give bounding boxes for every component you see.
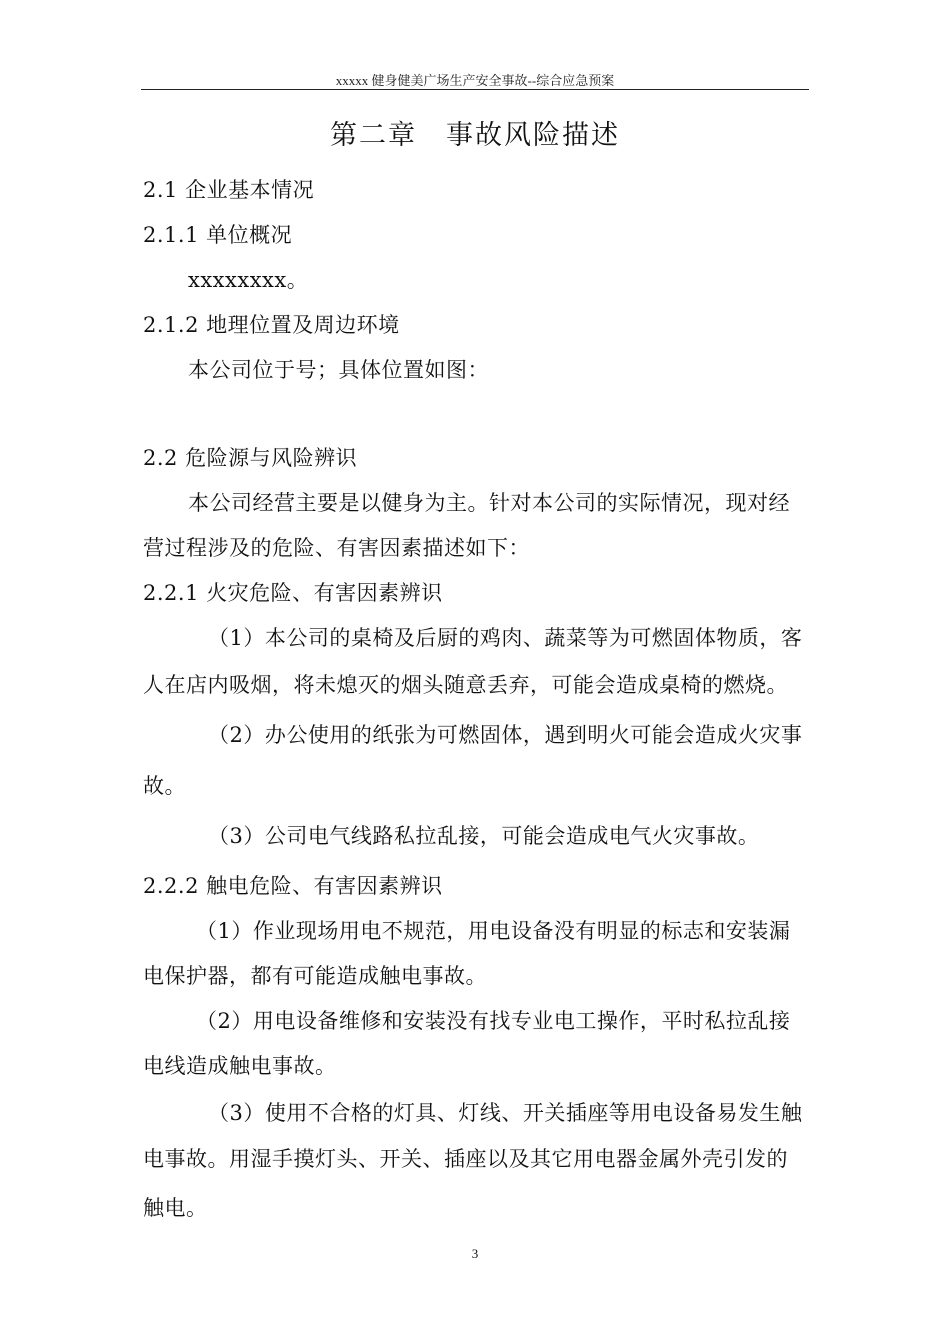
paragraph: 营过程涉及的危险、有害因素描述如下： [143, 536, 530, 560]
paragraph: （1）本公司的桌椅及后厨的鸡肉、蔬菜等为可燃固体物质，客 [208, 626, 803, 650]
subsection-heading: 2.1.1 单位概况 [143, 223, 293, 247]
header-divider [141, 89, 809, 90]
paragraph: 本公司位于号；具体位置如图： [188, 358, 489, 382]
section-heading: 2.1 企业基本情况 [143, 178, 315, 202]
subsection-heading: 2.2.2 触电危险、有害因素辨识 [143, 874, 443, 898]
subsection-heading: 2.1.2 地理位置及周边环境 [143, 313, 400, 337]
paragraph: 触电。 [143, 1196, 208, 1220]
paragraph: 电事故。用湿手摸灯头、开关、插座以及其它用电器金属外壳引发的 [143, 1147, 788, 1171]
paragraph: （1）作业现场用电不规范，用电设备没有明显的标志和安装漏 [196, 919, 791, 943]
chapter-title: 第二章 事故风险描述 [330, 120, 620, 151]
paragraph: （3）公司电气线路私拉乱接，可能会造成电气火灾事故。 [208, 824, 760, 848]
paragraph: （3）使用不合格的灯具、灯线、开关插座等用电设备易发生触 [208, 1101, 803, 1125]
paragraph: 故。 [143, 774, 186, 798]
section-heading: 2.2 危险源与风险辨识 [143, 446, 358, 470]
page-header: xxxxx 健身健美广场生产安全事故--综合应急预案 [335, 73, 615, 88]
paragraph: （2）办公使用的纸张为可燃固体，遇到明火可能会造成火灾事 [208, 723, 803, 747]
paragraph: 电线造成触电事故。 [143, 1054, 337, 1078]
paragraph: 电保护器，都有可能造成触电事故。 [143, 964, 487, 988]
page-number: 3 [471, 1246, 479, 1261]
paragraph: 人在店内吸烟，将未熄灭的烟头随意丢弃，可能会造成桌椅的燃烧。 [143, 673, 788, 697]
paragraph: xxxxxxxx。 [188, 268, 309, 292]
paragraph: （2）用电设备维修和安装没有找专业电工操作，平时私拉乱接 [196, 1009, 791, 1033]
paragraph: 本公司经营主要是以健身为主。针对本公司的实际情况，现对经 [188, 491, 790, 515]
subsection-heading: 2.2.1 火灾危险、有害因素辨识 [143, 581, 443, 605]
